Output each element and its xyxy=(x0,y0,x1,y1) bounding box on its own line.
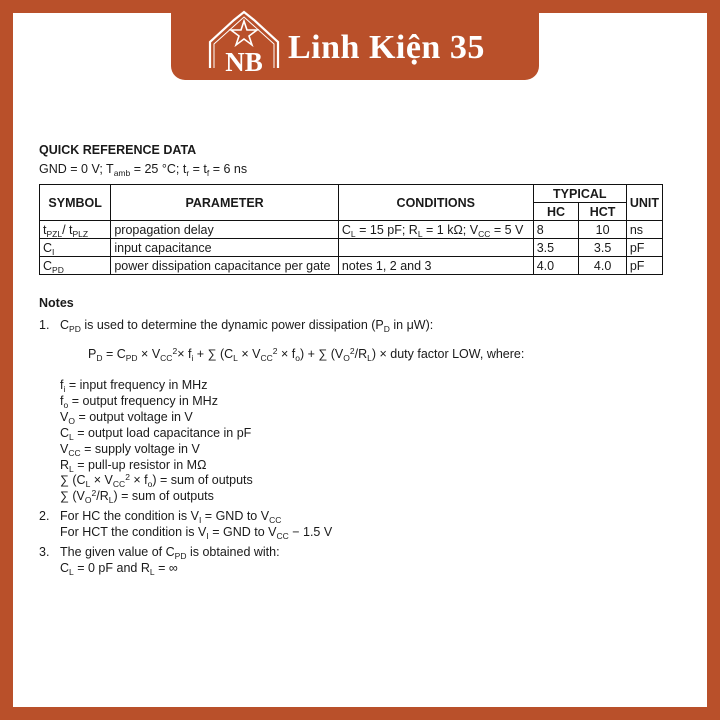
cell-hct: 4.0 xyxy=(579,257,626,275)
cell-symbol: $C_{PD}$ xyxy=(40,257,111,275)
col-header-symbol: SYMBOL xyxy=(40,185,111,221)
note-3-line-1: The given value of $C_{PD}$ is obtained with: xyxy=(60,545,280,561)
cell-unit: pF xyxy=(626,257,662,275)
note-3-line-2: $C_L = 0$ pF and $R_L$ = ∞ xyxy=(60,561,178,577)
table-row xyxy=(40,239,663,257)
cell-conditions: notes 1, 2 and 3 xyxy=(338,257,533,275)
cell-hc: 4.0 xyxy=(533,257,579,275)
cell-hc: 3.5 xyxy=(533,239,579,257)
cell-symbol: $C_I$ xyxy=(40,239,111,257)
nb-star-logo xyxy=(200,8,288,78)
col-header-hc: HC xyxy=(533,203,579,221)
table-row xyxy=(40,221,663,239)
cell-hc: 8 xyxy=(533,221,579,239)
col-header-parameter: PARAMETER xyxy=(111,185,339,221)
note-2-line-1: For HC the condition is $V_I$ = GND to $V_{CC}$ xyxy=(60,509,282,525)
section-title: QUICK REFERENCE DATA xyxy=(39,143,197,157)
table-row xyxy=(40,257,663,275)
definition-line: $f_o$ = output frequency in MHz xyxy=(60,394,218,410)
note-3-number: 3. xyxy=(39,545,50,559)
col-header-unit: UNIT xyxy=(626,185,662,221)
quick-reference-table xyxy=(39,184,663,275)
sum-definition: ∑ $(V_O^2/R_L)$ = sum of outputs xyxy=(60,488,214,505)
cell-conditions: $C_L = 15$ pF; $R_L = 1$ kΩ; $V_{CC} = 5$ V xyxy=(338,221,533,239)
col-header-hct: HCT xyxy=(579,203,626,221)
cell-parameter: propagation delay xyxy=(111,221,339,239)
note-2-line-2: For HCT the condition is $V_I$ = GND to $V_{CC} - 1.5$ V xyxy=(60,525,333,541)
test-conditions: GND = 0 V; $T_{amb} = 25$ °C; $t_r = t_f = 6$ ns xyxy=(39,162,248,178)
note-1-text: $C_{PD}$ is used to determine the dynamic power dissipation ($P_D$ in μW): xyxy=(60,318,434,334)
notes-title: Notes xyxy=(39,296,74,310)
cell-unit: pF xyxy=(626,239,662,257)
cell-parameter: input capacitance xyxy=(111,239,339,257)
col-header-conditions: CONDITIONS xyxy=(338,185,533,221)
definition-line: $V_{CC}$ = supply voltage in V xyxy=(60,442,200,458)
logo-monogram: NB xyxy=(225,47,263,77)
cell-symbol: $t_{PZL}/$ $t_{PLZ}$ xyxy=(40,221,111,239)
note-2-number: 2. xyxy=(39,509,50,523)
cell-hct: 3.5 xyxy=(579,239,626,257)
note-1-number: 1. xyxy=(39,318,50,332)
brand-name: Linh Kiện 35 xyxy=(288,29,485,66)
cell-hct: 10 xyxy=(579,221,626,239)
power-formula: $P_D = C_{PD} \times V_{CC}^2\times f_i$ + ∑ $(C_L \times V_{CC}^2 \times f_o)$ + ∑ $(V_O^2/R_L)$ × duty factor LOW, where: xyxy=(88,346,525,363)
definition-line: $C_L$ = output load capacitance in pF xyxy=(60,426,252,442)
definition-line: $V_O$ = output voltage in V xyxy=(60,410,193,426)
col-header-typical: TYPICAL xyxy=(533,185,626,203)
cell-parameter: power dissipation capacitance per gate xyxy=(111,257,339,275)
cell-unit: ns xyxy=(626,221,662,239)
table-header-row xyxy=(40,185,663,203)
cell-conditions xyxy=(338,239,533,257)
definition-line: $f_i$ = input frequency in MHz xyxy=(60,378,208,394)
definition-line: $R_L$ = pull-up resistor in MΩ xyxy=(60,458,207,474)
sum-definition: ∑ $(C_L \times V_{CC}^2 \times f_o)$ = sum of outputs xyxy=(60,472,253,489)
